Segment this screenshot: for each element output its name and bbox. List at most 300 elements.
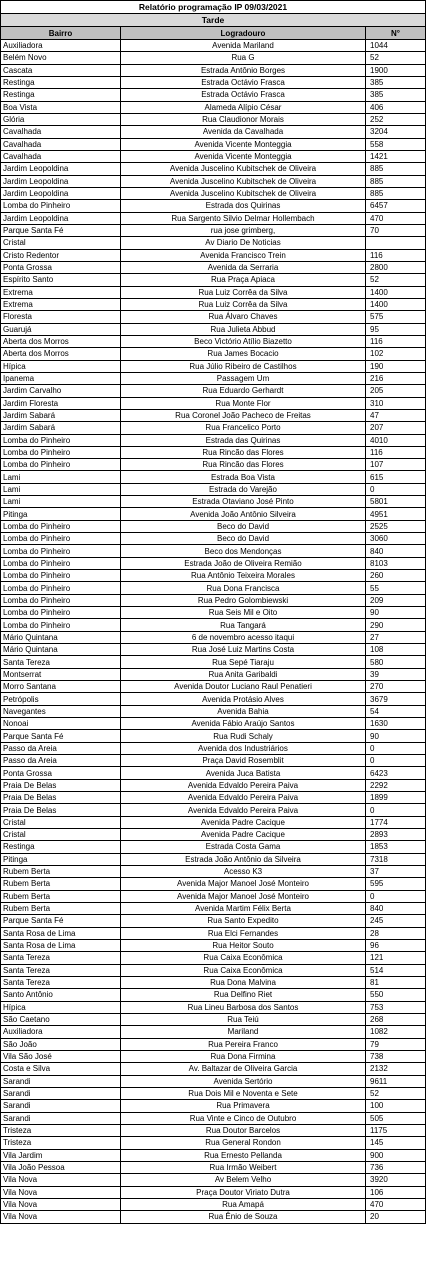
cell-numero <box>366 237 426 249</box>
cell-logradouro: Rua Dona Malvina <box>121 976 366 988</box>
cell-numero: 90 <box>366 607 426 619</box>
cell-bairro: Santa Rosa de Lima <box>1 927 121 939</box>
cell-logradouro: Avenida Padre Cacique <box>121 816 366 828</box>
cell-bairro: Lomba do Pinheiro <box>1 520 121 532</box>
cell-bairro: Jardim Leopoldina <box>1 175 121 187</box>
cell-logradouro: Rua Vinte e Cinco de Outubro <box>121 1112 366 1124</box>
table-row <box>1 964 426 976</box>
cell-bairro: Lomba do Pinheiro <box>1 594 121 606</box>
table-row <box>1 656 426 668</box>
cell-numero: 28 <box>366 927 426 939</box>
table-row <box>1 1100 426 1112</box>
table-row <box>1 841 426 853</box>
table-row <box>1 471 426 483</box>
cell-bairro: Lomba do Pinheiro <box>1 570 121 582</box>
cell-numero: 1044 <box>366 40 426 52</box>
cell-logradouro: Avenida Fábio Araújo Santos <box>121 718 366 730</box>
cell-bairro: Jardim Leopoldina <box>1 187 121 199</box>
table-row <box>1 113 426 125</box>
cell-bairro: Vila Nova <box>1 1198 121 1210</box>
cell-logradouro: Estrada Boa Vista <box>121 471 366 483</box>
cell-numero: 116 <box>366 446 426 458</box>
table-row <box>1 705 426 717</box>
table-row <box>1 644 426 656</box>
cell-numero: 1082 <box>366 1026 426 1038</box>
cell-numero: 505 <box>366 1112 426 1124</box>
header-logradouro: Logradouro <box>121 27 366 40</box>
cell-logradouro: Avenida Edvaldo Pereira Paiva <box>121 804 366 816</box>
cell-logradouro: Avenida Doutor Luciano Raul Penatieri <box>121 681 366 693</box>
cell-numero: 1774 <box>366 816 426 828</box>
cell-logradouro: Rua Monte Flor <box>121 397 366 409</box>
cell-numero: 5801 <box>366 496 426 508</box>
cell-bairro: Passo da Areia <box>1 742 121 754</box>
cell-numero: 27 <box>366 631 426 643</box>
cell-logradouro: Rua Pedro Golombiewski <box>121 594 366 606</box>
table-row <box>1 323 426 335</box>
cell-numero: 20 <box>366 1211 426 1223</box>
cell-numero: 406 <box>366 101 426 113</box>
cell-bairro: Navegantes <box>1 705 121 717</box>
cell-logradouro: Rua Tangará <box>121 619 366 631</box>
table-row <box>1 755 426 767</box>
cell-bairro: Extrema <box>1 298 121 310</box>
cell-logradouro: Rua Coronel João Pacheco de Freitas <box>121 409 366 421</box>
cell-numero: 90 <box>366 730 426 742</box>
table-row <box>1 1137 426 1149</box>
cell-logradouro: Rua Ernesto Pellanda <box>121 1149 366 1161</box>
cell-bairro: Lomba do Pinheiro <box>1 619 121 631</box>
cell-bairro: Rubem Berta <box>1 878 121 890</box>
cell-logradouro: Rua Santo Expedito <box>121 915 366 927</box>
cell-bairro: Ipanema <box>1 372 121 384</box>
table-row <box>1 1149 426 1161</box>
cell-logradouro: Rua James Bocacio <box>121 348 366 360</box>
table-row <box>1 483 426 495</box>
cell-logradouro: Estrada Otaviano José Pinto <box>121 496 366 508</box>
cell-logradouro: Rua Doutor Barcelos <box>121 1124 366 1136</box>
cell-logradouro: Passagem Um <box>121 372 366 384</box>
table-row <box>1 1026 426 1038</box>
cell-numero: 3204 <box>366 126 426 138</box>
cell-numero: 885 <box>366 175 426 187</box>
cell-logradouro: Rua Júlio Ribeiro de Castilhos <box>121 360 366 372</box>
table-row <box>1 212 426 224</box>
cell-logradouro: Avenida Juscelino Kubitschek de Oliveira <box>121 175 366 187</box>
cell-numero: 37 <box>366 865 426 877</box>
cell-numero: 840 <box>366 545 426 557</box>
table-row <box>1 865 426 877</box>
cell-numero: 209 <box>366 594 426 606</box>
report-title-row <box>1 1 426 14</box>
table-row <box>1 459 426 471</box>
table-row <box>1 1186 426 1198</box>
cell-bairro: Restinga <box>1 76 121 88</box>
cell-numero: 54 <box>366 705 426 717</box>
cell-logradouro: Rua Claudionor Morais <box>121 113 366 125</box>
cell-logradouro: Avenida Vicente Monteggia <box>121 138 366 150</box>
cell-numero: 252 <box>366 113 426 125</box>
cell-logradouro: Alameda Alípio César <box>121 101 366 113</box>
table-row <box>1 1087 426 1099</box>
cell-numero: 290 <box>366 619 426 631</box>
cell-numero: 260 <box>366 570 426 582</box>
cell-logradouro: Avenida Juca Batista <box>121 767 366 779</box>
cell-logradouro: Acesso K3 <box>121 865 366 877</box>
cell-logradouro: Rua Sepé Tiaraju <box>121 656 366 668</box>
cell-numero: 736 <box>366 1161 426 1173</box>
cell-bairro: Boa Vista <box>1 101 121 113</box>
header-numero: N° <box>366 27 426 40</box>
table-row <box>1 40 426 52</box>
table-row <box>1 557 426 569</box>
cell-numero: 52 <box>366 1087 426 1099</box>
cell-numero: 4010 <box>366 434 426 446</box>
cell-numero: 0 <box>366 804 426 816</box>
period-label: Tarde <box>1 14 426 27</box>
cell-numero: 47 <box>366 409 426 421</box>
table-row <box>1 1174 426 1186</box>
cell-bairro: Cascata <box>1 64 121 76</box>
cell-numero: 96 <box>366 939 426 951</box>
cell-numero: 310 <box>366 397 426 409</box>
table-row <box>1 533 426 545</box>
cell-logradouro: Rua Seis Mil e Oito <box>121 607 366 619</box>
table-row <box>1 372 426 384</box>
table-row <box>1 76 426 88</box>
table-row <box>1 89 426 101</box>
cell-bairro: Parque Santa Fé <box>1 915 121 927</box>
cell-numero: 107 <box>366 459 426 471</box>
cell-numero: 2292 <box>366 779 426 791</box>
cell-logradouro: Rua Primavera <box>121 1100 366 1112</box>
cell-bairro: Restinga <box>1 89 121 101</box>
cell-numero: 207 <box>366 422 426 434</box>
cell-logradouro: Av Belem Velho <box>121 1174 366 1186</box>
cell-logradouro: Rua Dois Mil e Noventa e Sete <box>121 1087 366 1099</box>
cell-bairro: Lomba do Pinheiro <box>1 200 121 212</box>
cell-logradouro: Rua Álvaro Chaves <box>121 311 366 323</box>
cell-bairro: Extrema <box>1 286 121 298</box>
cell-bairro: Cristo Redentor <box>1 249 121 261</box>
cell-logradouro: Rua Antônio Teixeira Morales <box>121 570 366 582</box>
table-row <box>1 804 426 816</box>
table-row <box>1 545 426 557</box>
cell-bairro: Sarandi <box>1 1100 121 1112</box>
cell-logradouro: Beco dos Mendonças <box>121 545 366 557</box>
cell-bairro: Tristeza <box>1 1137 121 1149</box>
cell-logradouro: Rua Eduardo Gerhardt <box>121 385 366 397</box>
table-row <box>1 668 426 680</box>
table-row <box>1 385 426 397</box>
cell-bairro: Restinga <box>1 841 121 853</box>
cell-numero: 2893 <box>366 829 426 841</box>
period-row <box>1 14 426 27</box>
cell-bairro: Praia De Belas <box>1 792 121 804</box>
cell-numero: 580 <box>366 656 426 668</box>
cell-logradouro: Rua Ênio de Souza <box>121 1211 366 1223</box>
cell-logradouro: Rua Sargento Silvio Delmar Hollembach <box>121 212 366 224</box>
cell-bairro: Auxiliadora <box>1 40 121 52</box>
cell-logradouro: Rua Praça Apiaca <box>121 274 366 286</box>
cell-bairro: Pitinga <box>1 508 121 520</box>
cell-bairro: Cristal <box>1 816 121 828</box>
cell-logradouro: Beco Victório Atílio Biazetto <box>121 335 366 347</box>
cell-logradouro: Rua Amapá <box>121 1198 366 1210</box>
cell-numero: 7318 <box>366 853 426 865</box>
cell-numero: 102 <box>366 348 426 360</box>
table-row <box>1 150 426 162</box>
table-row <box>1 890 426 902</box>
cell-bairro: São Caetano <box>1 1013 121 1025</box>
cell-logradouro: Av. Baltazar de Oliveira Garcia <box>121 1063 366 1075</box>
cell-numero: 514 <box>366 964 426 976</box>
cell-numero: 0 <box>366 755 426 767</box>
table-row <box>1 224 426 236</box>
table-body <box>1 40 426 1224</box>
cell-numero: 470 <box>366 1198 426 1210</box>
cell-logradouro: Rua Dona Firmina <box>121 1050 366 1062</box>
cell-bairro: Lomba do Pinheiro <box>1 533 121 545</box>
cell-numero: 8103 <box>366 557 426 569</box>
cell-numero: 3679 <box>366 693 426 705</box>
table-row <box>1 335 426 347</box>
table-row <box>1 792 426 804</box>
cell-bairro: Praia De Belas <box>1 804 121 816</box>
table-row <box>1 594 426 606</box>
table-row <box>1 434 426 446</box>
cell-logradouro: Rua Pereira Franco <box>121 1038 366 1050</box>
table-row <box>1 1050 426 1062</box>
cell-numero: 840 <box>366 902 426 914</box>
table-row <box>1 902 426 914</box>
cell-logradouro: Av Diario De Noticias <box>121 237 366 249</box>
cell-numero: 81 <box>366 976 426 988</box>
table-row <box>1 360 426 372</box>
table-row <box>1 138 426 150</box>
cell-logradouro: Avenida Mariland <box>121 40 366 52</box>
cell-bairro: Santa Tereza <box>1 976 121 988</box>
cell-bairro: Lomba do Pinheiro <box>1 582 121 594</box>
cell-logradouro: Rua Lineu Barbosa dos Santos <box>121 1001 366 1013</box>
table-row <box>1 816 426 828</box>
cell-bairro: São João <box>1 1038 121 1050</box>
cell-bairro: Santa Tereza <box>1 656 121 668</box>
cell-bairro: Tristeza <box>1 1124 121 1136</box>
table-row <box>1 1075 426 1087</box>
cell-logradouro: Avenida Juscelino Kubitschek de Oliveira <box>121 163 366 175</box>
table-row <box>1 508 426 520</box>
cell-numero: 3060 <box>366 533 426 545</box>
cell-logradouro: Estrada Costa Gama <box>121 841 366 853</box>
cell-logradouro: Avenida João Antônio Silveira <box>121 508 366 520</box>
cell-logradouro: Mariland <box>121 1026 366 1038</box>
cell-numero: 216 <box>366 372 426 384</box>
cell-logradouro: Rua Rudi Schaly <box>121 730 366 742</box>
cell-logradouro: Estrada João Antônio da Silveira <box>121 853 366 865</box>
table-row <box>1 422 426 434</box>
cell-bairro: Lomba do Pinheiro <box>1 545 121 557</box>
table-row <box>1 976 426 988</box>
table-row <box>1 64 426 76</box>
cell-logradouro: Avenida Major Manoel José Monteiro <box>121 878 366 890</box>
table-row <box>1 187 426 199</box>
table-row <box>1 397 426 409</box>
table-row <box>1 631 426 643</box>
cell-numero: 6457 <box>366 200 426 212</box>
cell-logradouro: Rua Teiú <box>121 1013 366 1025</box>
cell-bairro: Sarandi <box>1 1112 121 1124</box>
table-row <box>1 939 426 951</box>
table-row <box>1 1038 426 1050</box>
cell-numero: 121 <box>366 952 426 964</box>
cell-bairro: Pitinga <box>1 853 121 865</box>
cell-logradouro: Estrada das Quirinas <box>121 434 366 446</box>
cell-logradouro: Estrada João de Oliveira Remião <box>121 557 366 569</box>
cell-logradouro: Rua Caixa Econômica <box>121 952 366 964</box>
cell-bairro: Glória <box>1 113 121 125</box>
cell-bairro: Nonoai <box>1 718 121 730</box>
table-row <box>1 742 426 754</box>
cell-logradouro: Avenida Edvaldo Pereira Paiva <box>121 779 366 791</box>
cell-logradouro: Avenida Francisco Trein <box>121 249 366 261</box>
cell-bairro: Jardim Sabará <box>1 409 121 421</box>
cell-numero: 0 <box>366 890 426 902</box>
cell-logradouro: Avenida Bahia <box>121 705 366 717</box>
cell-numero: 52 <box>366 52 426 64</box>
cell-bairro: Parque Santa Fé <box>1 730 121 742</box>
table-row <box>1 1211 426 1223</box>
cell-bairro: Cavalhada <box>1 150 121 162</box>
cell-logradouro: Avenida Protásio Alves <box>121 693 366 705</box>
cell-bairro: Santo Antônio <box>1 989 121 1001</box>
table-row <box>1 730 426 742</box>
cell-logradouro: Praça Doutor Viriato Dutra <box>121 1186 366 1198</box>
cell-logradouro: Avenida dos Industriários <box>121 742 366 754</box>
table-row <box>1 520 426 532</box>
cell-logradouro: Avenida Edvaldo Pereira Paiva <box>121 792 366 804</box>
cell-bairro: Cristal <box>1 829 121 841</box>
cell-logradouro: Rua Caixa Econômica <box>121 964 366 976</box>
cell-bairro: Sarandi <box>1 1087 121 1099</box>
cell-bairro: Passo da Areia <box>1 755 121 767</box>
cell-bairro: Rubem Berta <box>1 902 121 914</box>
cell-numero: 9611 <box>366 1075 426 1087</box>
cell-numero: 55 <box>366 582 426 594</box>
table-row <box>1 1112 426 1124</box>
cell-bairro: Auxiliadora <box>1 1026 121 1038</box>
cell-bairro: Hípica <box>1 1001 121 1013</box>
table-row <box>1 1161 426 1173</box>
cell-numero: 615 <box>366 471 426 483</box>
cell-logradouro: Estrada do Varejão <box>121 483 366 495</box>
report-title: Relatório programação IP 09/03/2021 <box>1 1 426 14</box>
cell-bairro: Ponta Grossa <box>1 261 121 273</box>
cell-bairro: Morro Santana <box>1 681 121 693</box>
cell-logradouro: Avenida Martim Félix Berta <box>121 902 366 914</box>
cell-bairro: Vila Nova <box>1 1186 121 1198</box>
cell-numero: 385 <box>366 89 426 101</box>
cell-bairro: Vila Nova <box>1 1211 121 1223</box>
table-row <box>1 829 426 841</box>
table-row <box>1 1063 426 1075</box>
cell-numero: 470 <box>366 212 426 224</box>
table-row <box>1 989 426 1001</box>
cell-numero: 753 <box>366 1001 426 1013</box>
cell-logradouro: Rua Dona Francisca <box>121 582 366 594</box>
cell-numero: 245 <box>366 915 426 927</box>
table-row <box>1 779 426 791</box>
cell-logradouro: Rua Anita Garibaldi <box>121 668 366 680</box>
table-row <box>1 582 426 594</box>
cell-logradouro: Avenida Juscelino Kubitschek de Oliveira <box>121 187 366 199</box>
cell-bairro: Jardim Sabará <box>1 422 121 434</box>
cell-logradouro: Rua Elci Fernandes <box>121 927 366 939</box>
cell-bairro: Vila Nova <box>1 1174 121 1186</box>
table-row <box>1 200 426 212</box>
cell-bairro: Petrópolis <box>1 693 121 705</box>
cell-numero: 2525 <box>366 520 426 532</box>
cell-logradouro: Rua Irmão Weibert <box>121 1161 366 1173</box>
cell-logradouro: Rua Rincão das Flores <box>121 446 366 458</box>
cell-numero: 1400 <box>366 286 426 298</box>
cell-numero: 4951 <box>366 508 426 520</box>
cell-bairro: Jardim Floresta <box>1 397 121 409</box>
cell-bairro: Parque Santa Fé <box>1 224 121 236</box>
table-row <box>1 163 426 175</box>
cell-numero: 270 <box>366 681 426 693</box>
cell-bairro: Lami <box>1 496 121 508</box>
cell-numero: 575 <box>366 311 426 323</box>
table-row <box>1 718 426 730</box>
cell-bairro: Lomba do Pinheiro <box>1 459 121 471</box>
table-row <box>1 274 426 286</box>
cell-logradouro: Estrada Octávio Frasca <box>121 76 366 88</box>
cell-logradouro: Avenida Sertório <box>121 1075 366 1087</box>
cell-bairro: Guarujá <box>1 323 121 335</box>
table-row <box>1 1124 426 1136</box>
cell-bairro: Santa Rosa de Lima <box>1 939 121 951</box>
cell-numero: 1400 <box>366 298 426 310</box>
cell-numero: 1899 <box>366 792 426 804</box>
table-row <box>1 126 426 138</box>
table-row <box>1 681 426 693</box>
table-row <box>1 175 426 187</box>
header-bairro: Bairro <box>1 27 121 40</box>
table-row <box>1 286 426 298</box>
cell-numero: 100 <box>366 1100 426 1112</box>
cell-bairro: Vila João Pessoa <box>1 1161 121 1173</box>
cell-bairro: Santa Tereza <box>1 952 121 964</box>
cell-numero: 558 <box>366 138 426 150</box>
table-row <box>1 298 426 310</box>
cell-numero: 39 <box>366 668 426 680</box>
cell-numero: 70 <box>366 224 426 236</box>
cell-bairro: Mário Quintana <box>1 631 121 643</box>
cell-numero: 738 <box>366 1050 426 1062</box>
table-row <box>1 249 426 261</box>
cell-numero: 595 <box>366 878 426 890</box>
cell-logradouro: Rua G <box>121 52 366 64</box>
cell-numero: 6423 <box>366 767 426 779</box>
cell-numero: 2800 <box>366 261 426 273</box>
table-row <box>1 348 426 360</box>
cell-logradouro: Avenida da Cavalhada <box>121 126 366 138</box>
cell-numero: 900 <box>366 1149 426 1161</box>
cell-numero: 106 <box>366 1186 426 1198</box>
cell-bairro: Lomba do Pinheiro <box>1 446 121 458</box>
cell-logradouro: Avenida Major Manoel José Monteiro <box>121 890 366 902</box>
